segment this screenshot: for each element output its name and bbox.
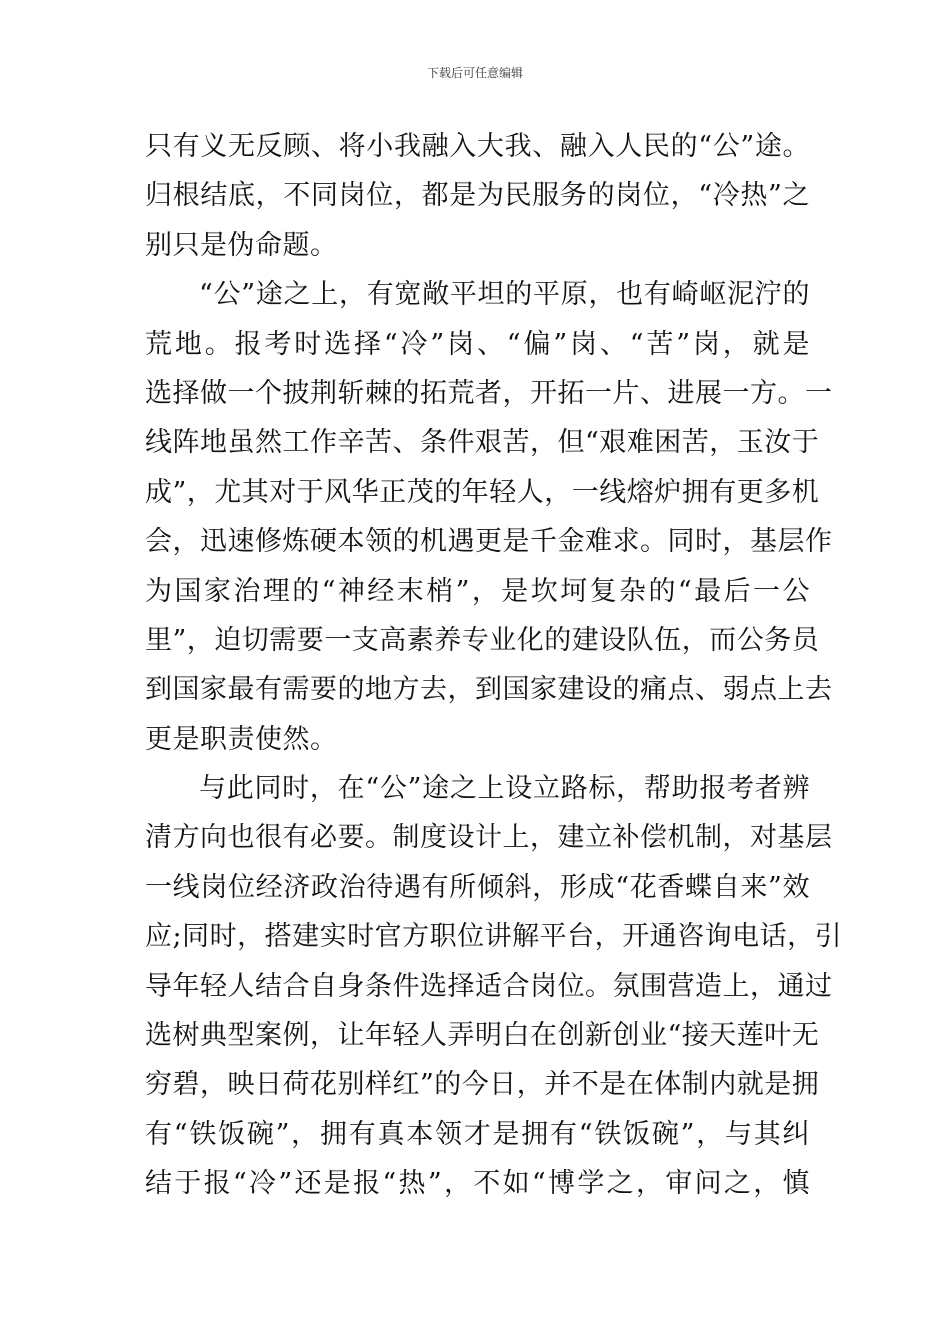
text-line: 会，迅速修炼硬本领的机遇更是千金难求。同时，基层作	[145, 526, 833, 558]
text-line: 到国家最有需要的地方去，到国家建设的痛点、弱点上去	[145, 674, 833, 706]
text-line: 归根结底，不同岗位，都是为民服务的岗位，“冷热”之	[145, 180, 810, 212]
text-line: 导年轻人结合自身条件选择适合岗位。氛围营造上，通过	[145, 970, 833, 1002]
text-line: 一线岗位经济政治待遇有所倾斜，形成“花香蝶自来”效	[145, 871, 810, 903]
text-line: 更是职责使然。	[145, 723, 338, 755]
text-line: 别只是伪命题。	[145, 229, 338, 261]
text-line: 只有义无反顾、将小我融入大我、融入人民的“公”途。	[145, 131, 810, 162]
text-line: 成”，尤其对于风华正茂的年轻人，一线熔炉拥有更多机	[145, 476, 820, 508]
text-line: 线阵地虽然工作辛苦、条件艰苦，但“艰难困苦，玉汝于	[145, 427, 820, 459]
text-line: 选树典型案例，让年轻人弄明白在创新创业“接天莲叶无	[145, 1020, 820, 1052]
text-line: “公”途之上，有宽敞平坦的平原，也有崎岖泥泞的	[199, 279, 810, 311]
text-line: 清方向也很有必要。制度设计上，建立补偿机制，对基层	[145, 822, 833, 854]
document-body	[145, 122, 843, 1209]
text-line: 与此同时，在“公”途之上设立路标，帮助报考者辨	[199, 773, 810, 805]
text-line: 荒地。报考时选择“冷”岗、“偏”岗、“苦”岗，就是	[145, 328, 810, 360]
text-line: 穷碧，映日荷花别样红”的今日，并不是在体制内就是拥	[145, 1069, 820, 1101]
text-line: 选择做一个披荆斩棘的拓荒者，开拓一片、进展一方。一	[145, 377, 833, 409]
text-line: 里”，迫切需要一支高素养专业化的建设队伍，而公务员	[145, 624, 820, 656]
text-line: 应;同时，搭建实时官方职位讲解平台，开通咨询电话，引	[145, 921, 843, 953]
page-header: 下载后可任意编辑	[426, 66, 523, 80]
text-line: 有“铁饭碗”，拥有真本领才是拥有“铁饭碗”，与其纠	[145, 1118, 810, 1150]
text-line: 为国家治理的“神经末梢”，是坎坷复杂的“最后一公	[145, 575, 810, 607]
text-line: 结于报“冷”还是报“热”，不如“博学之，审问之，慎	[145, 1168, 810, 1200]
